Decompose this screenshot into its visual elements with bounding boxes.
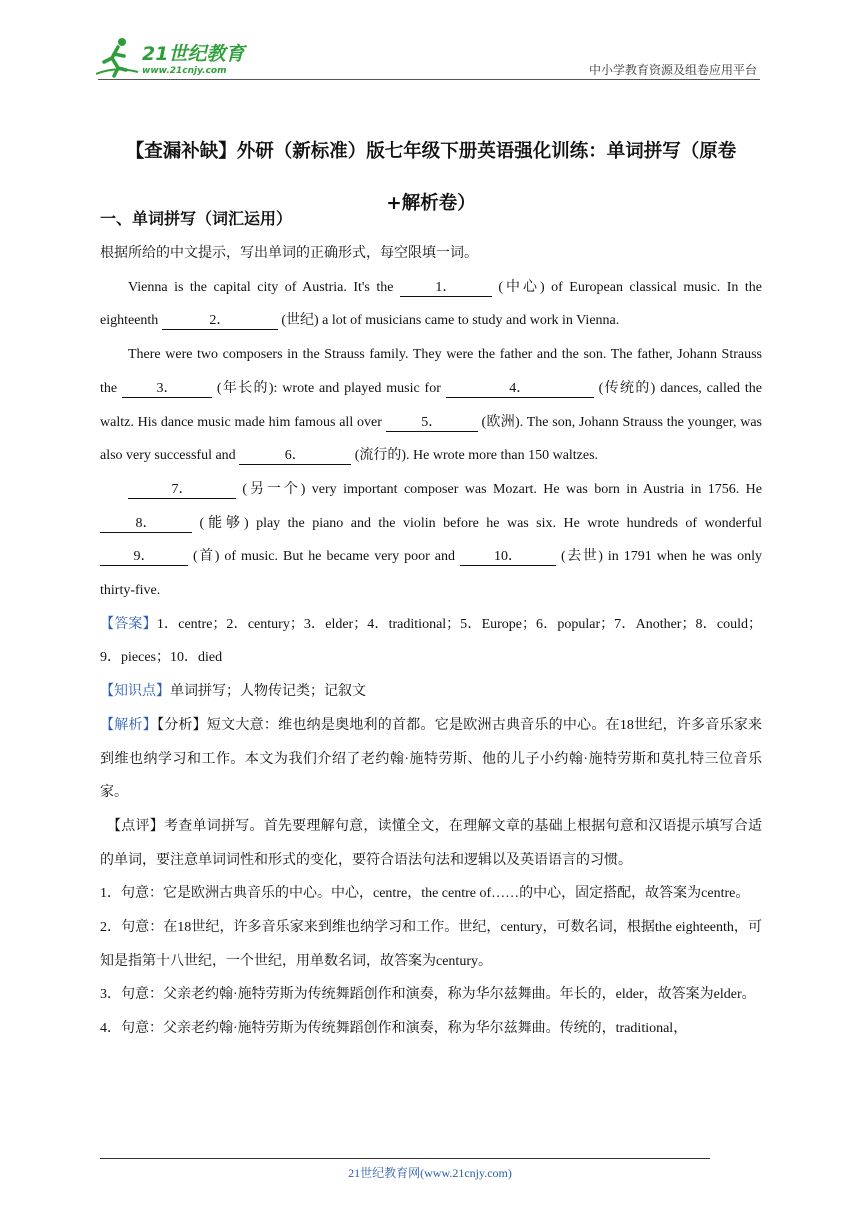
answer-section (100, 608, 762, 675)
blank-3: 3． (122, 381, 212, 398)
knowledge-text: 单词拼写；人物传记类；记叙文 (170, 684, 366, 700)
passage-paragraph-3: 7． (另一个) very important composer was Mozart. He was born in Austria in 1756. He 8． (能够) play the piano and the violin before he was six. He wrote hundreds of wonderful 9． (首) of music. But he became very poor and 10． (去世) in 1791 when he was only thirty-five. (100, 481, 763, 599)
comment-section: 【点评】考查单词拼写。首先要理解句意，读懂全文，在理解文章的基础上根据句意和汉语提示填写合适的单词，要注意单词词性和形式的变化，要符合语法句法和逻辑以及英语语言的习惯。 (100, 818, 762, 868)
footer-divider (100, 1158, 710, 1159)
explanation-item: 1．句意：它是欧洲古典音乐的中心。中心，centre，the centre of……的中心，固定搭配，故答案为centre。 (100, 886, 750, 902)
explanation-item: 2．句意：在18世纪，许多音乐家来到维也纳学习和工作。世纪，century，可数名词，根据the eighteenth，可知是指第十八世纪，一个世纪，用单数名词，故答案为century。 (100, 920, 762, 969)
title-line-1: 【查漏补缺】外研（新标准）版七年级下册英语强化训练：单词拼写（原卷 (125, 141, 737, 162)
passage-paragraph-2: There were two composers in the Strauss family. They were the father and the son. The father, Johann Strauss the 3． (年长的): wrote and played music for 4． (传统的) dances, called the waltz. His dance music made him famous all over 5． (欧洲). The son, Johann Strauss the younger, was also very successful and 6． (流行的). He wrote more than 150 waltzes. (100, 347, 763, 464)
analysis-tag: 【解析】 (100, 717, 157, 733)
answer-text: 1．centre；2．century；3．elder；4．traditional；5．Europe；6．popular；7．Another；8．could；9．pieces；10．died (100, 616, 762, 666)
blank-9: 9． (100, 549, 188, 566)
blank-10: 10． (460, 549, 556, 566)
blank-2: 2． (162, 313, 278, 330)
answer-tag: 【答案】 (100, 616, 157, 632)
footer-text: 21世纪教育网(www.21cnjy.com) (348, 1166, 512, 1180)
blank-5: 5． (386, 415, 478, 432)
analysis-text: 【分析】短文大意：维也纳是奥地利的首都。它是欧洲古典音乐的中心。在18世纪，许多音乐家来到维也纳学习和工作。本文为我们介绍了老约翰·施特劳斯、他的儿子小约翰·施特劳斯和莫扎特三位音乐家。 (100, 717, 763, 801)
page-header (0, 0, 860, 84)
instruction: 根据所给的中文提示，写出单词的正确形式，每空限填一词。 (100, 246, 478, 261)
blank-8: 8． (100, 516, 192, 533)
blank-4: 4． (446, 381, 594, 398)
explanation-item: 4．句意：父亲老约翰·施特劳斯为传统舞蹈创作和演奏，称为华尔兹舞曲。传统的，traditional， (100, 1021, 688, 1037)
section-heading: 一、单词拼写（词汇运用） (100, 209, 293, 228)
knowledge-section (100, 675, 762, 709)
blank-6: 6． (239, 448, 351, 465)
document-body (100, 237, 762, 1046)
platform-name: 中小学教育资源及组卷应用平台 (588, 63, 757, 77)
title-line-2: +解析卷） (386, 193, 476, 214)
blank-7: 7． (128, 482, 236, 499)
analysis-section (100, 709, 762, 810)
runner-icon (96, 38, 138, 76)
knowledge-tag: 【知识点】 (100, 684, 170, 700)
svg-text:21世纪教育: 21世纪教育 (142, 43, 245, 65)
passage-paragraph-1: Vienna is the capital city of Austria. It's the 1． (中心) of European classical music. In the eighteenth 2． (世纪) a lot of musicians came to study and work in Vienna. (100, 279, 763, 329)
logo-21cnjy (96, 36, 266, 78)
svg-text:www.21cnjy.com: www.21cnjy.com (142, 66, 227, 76)
header-divider (98, 79, 760, 80)
explanation-item: 3．句意：父亲老约翰·施特劳斯为传统舞蹈创作和演奏，称为华尔兹舞曲。年长的，elder，故答案为elder。 (100, 987, 756, 1003)
blank-1: 1． (400, 280, 492, 297)
